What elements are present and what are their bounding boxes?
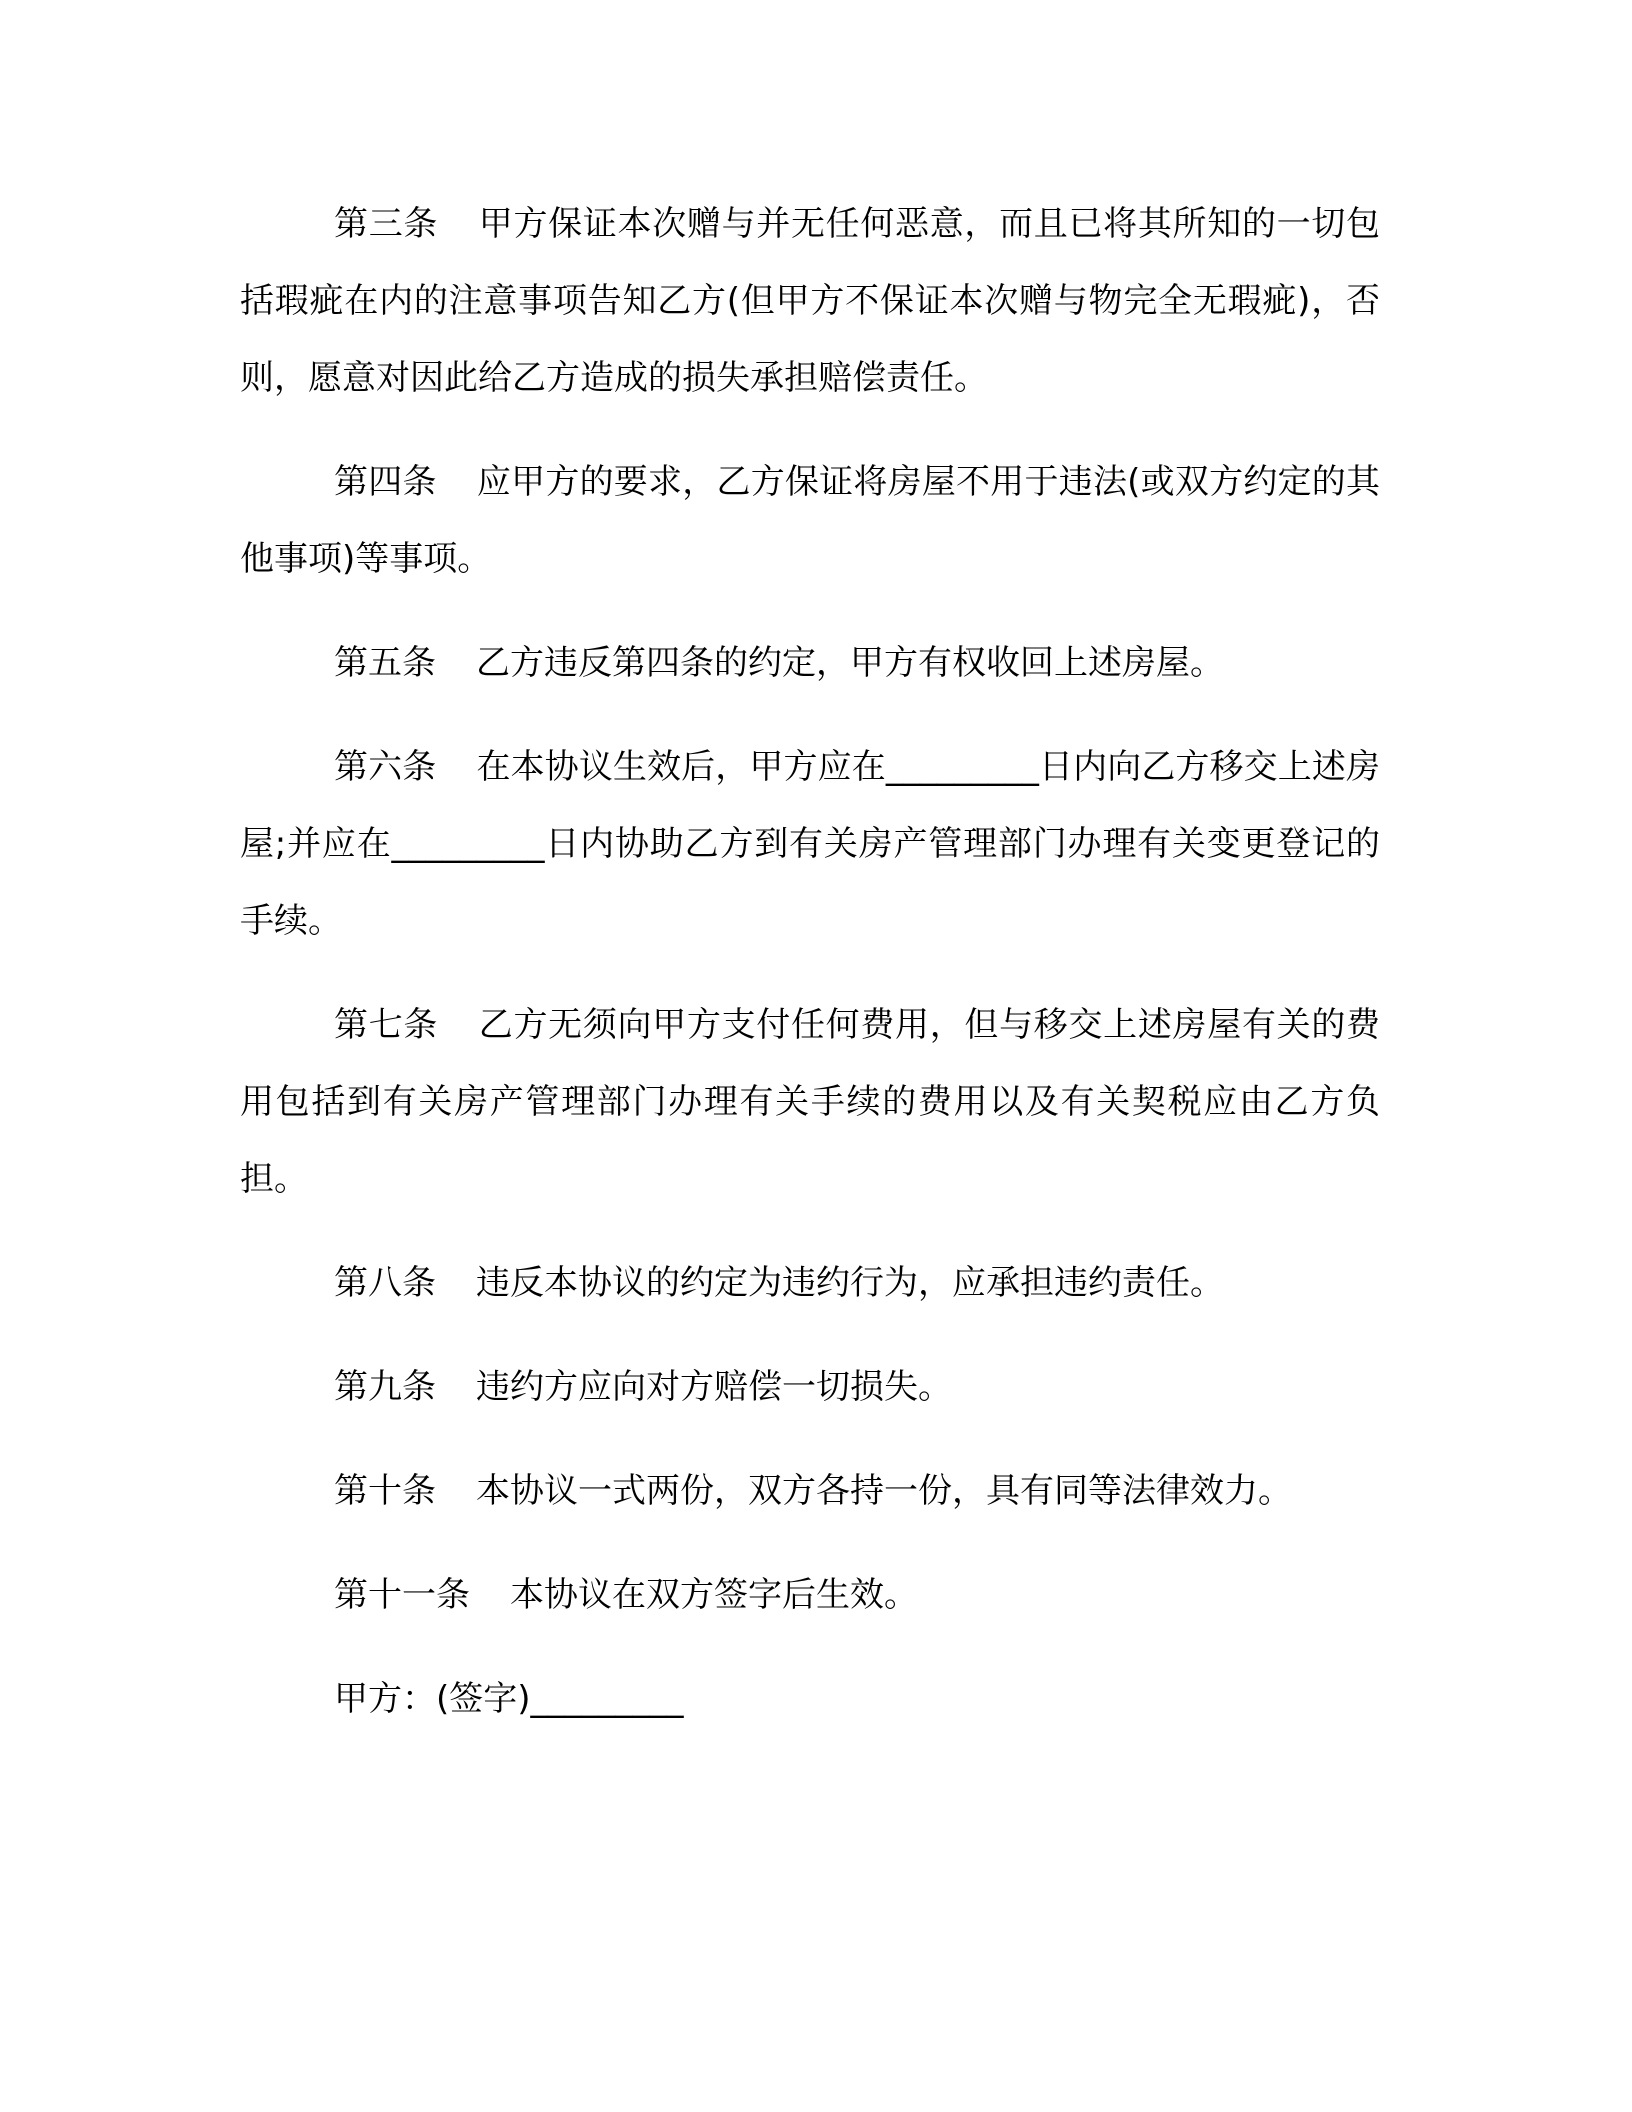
article-11 [240,1557,1380,1634]
article-7 [240,987,1380,1218]
article-label: 第五条 [334,643,436,683]
document-body [240,186,1380,1738]
article-text: 违反本协议的约定为违约行为，应承担违约责任。 [476,1263,1224,1303]
article-label: 第十一条 [334,1575,470,1615]
article-text: 乙方无须向甲方支付任何费用，但与移交上述房屋有关的费用包括到有关房产管理部门办理有关手续的费用以及有关契税应由乙方负担。 [240,1005,1381,1199]
article-5 [240,625,1380,702]
article-10 [240,1453,1380,1530]
article-text: 违约方应向对方赔偿一切损失。 [476,1367,952,1407]
article-9 [240,1349,1380,1426]
article-label: 第六条 [334,747,437,787]
article-label: 第九条 [334,1367,436,1407]
article-text: 甲方保证本次赠与并无任何恶意，而且已将其所知的一切包括瑕疵在内的注意事项告知乙方(但甲方不保证本次赠与物完全无瑕疵)，否则，愿意对因此给乙方造成的损失承担赔偿责任。 [240,204,1381,398]
article-8 [240,1245,1380,1322]
article-text: 本协议一式两份，双方各持一份，具有同等法律效力。 [476,1471,1292,1511]
signature-party-a: 甲方：(签字)_________ [334,1679,684,1719]
article-3 [240,186,1380,417]
article-label: 第四条 [334,462,437,502]
article-4 [240,444,1380,598]
article-6 [240,729,1380,960]
article-text: 应甲方的要求，乙方保证将房屋不用于违法(或双方约定的其他事项)等事项。 [240,462,1381,579]
article-text: 乙方违反第四条的约定，甲方有权收回上述房屋。 [476,643,1224,683]
article-label: 第三条 [334,204,439,244]
article-label: 第七条 [334,1005,439,1045]
article-text: 在本协议生效后，甲方应在_________日内向乙方移交上述房屋;并应在_________日内协助乙方到有关房产管理部门办理有关变更登记的手续。 [240,747,1381,941]
article-text: 本协议在双方签字后生效。 [510,1575,918,1615]
article-label: 第八条 [334,1263,436,1303]
article-label: 第十条 [334,1471,436,1511]
